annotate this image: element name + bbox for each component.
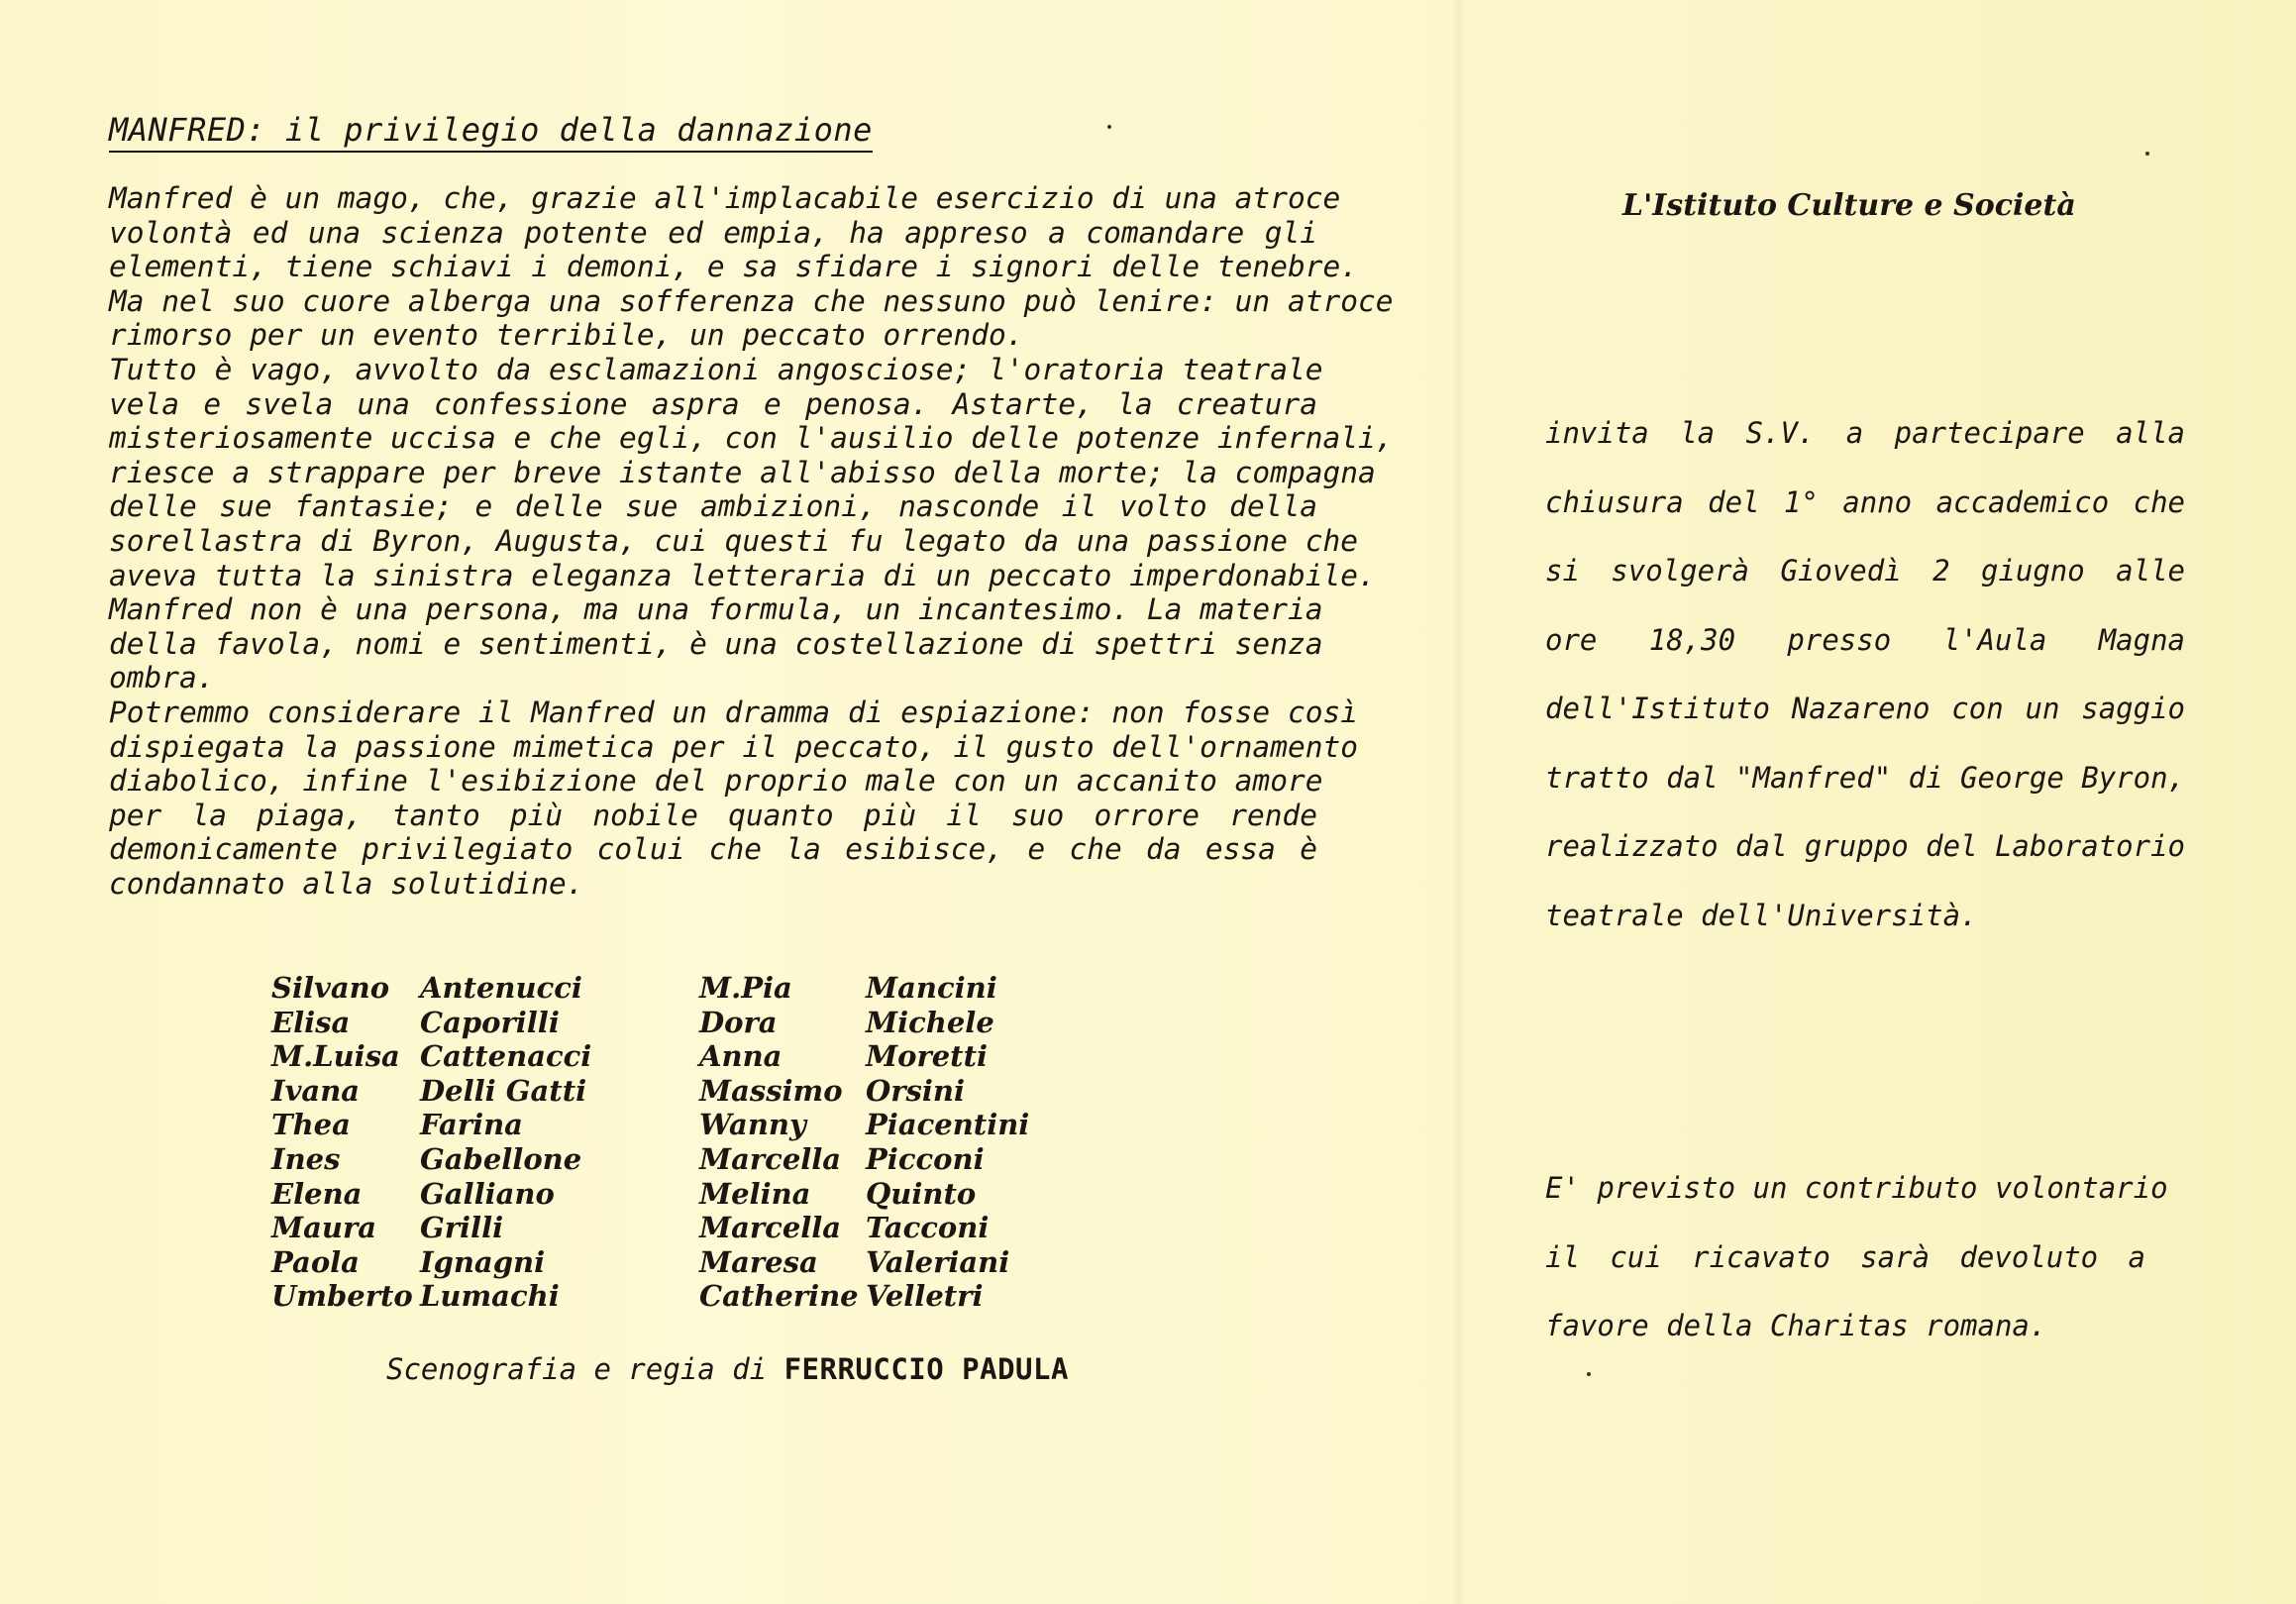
cast-first-name: Catherine — [699, 1279, 859, 1314]
description-line: ombra. — [109, 661, 215, 695]
cast-member — [271, 1211, 591, 1245]
cast-first-name: M.Luisa — [271, 1039, 400, 1074]
program-description — [109, 181, 1394, 901]
cast-last-name: Moretti — [866, 1039, 988, 1074]
description-line: riesce a strappare per breve istante all'abisso della morte; la compagna — [109, 455, 1376, 489]
description-line: Manfred è un mago, che, grazie all'implacabile esercizio di una atroce — [109, 181, 1341, 215]
organization-name: L'Istituto Culture e Società — [1622, 188, 2076, 223]
cast-first-name: Paola — [271, 1244, 360, 1279]
cast-member — [699, 1177, 1029, 1212]
paper-speck — [2145, 152, 2149, 156]
paper-speck — [1107, 125, 1111, 129]
cast-member — [271, 1006, 591, 1040]
cast-member — [271, 1279, 591, 1314]
cast-member — [699, 1142, 1029, 1177]
description-line: sorellastra di Byron, Augusta, cui questi fu legato da una passione che — [109, 523, 1358, 558]
invitation-line: invita la S.V. a partecipare alla — [1545, 416, 2185, 450]
cast-first-name: Ines — [271, 1141, 341, 1176]
cast-first-name: Marcella — [699, 1211, 842, 1245]
cast-first-name: Melina — [699, 1176, 811, 1211]
contribution-note — [1545, 1154, 2168, 1361]
cast-first-name: Marcella — [699, 1141, 842, 1176]
cast-last-name: Quinto — [866, 1176, 977, 1211]
description-line: volontà ed una scienza potente ed empia, ha appreso a comandare gli — [109, 215, 1317, 250]
credits-label: Scenografia e regia di — [386, 1352, 768, 1386]
cast-member — [699, 971, 1029, 1006]
cast-first-name: M.Pia — [699, 971, 792, 1005]
invitation-line: tratto dal "Manfred" di George Byron, — [1545, 760, 2186, 795]
description-line: elementi, tiene schiavi i demoni, e sa sfidare i signori delle tenebre. — [109, 250, 1358, 284]
invitation-line: si svolgerà Giovedì 2 giugno alle — [1545, 554, 2185, 588]
cast-member — [699, 1039, 1029, 1074]
cast-last-name: Lumachi — [420, 1279, 560, 1314]
cast-first-name: Dora — [699, 1005, 778, 1039]
cast-first-name: Wanny — [699, 1108, 806, 1142]
director-credit — [386, 1352, 1069, 1386]
cast-first-name: Anna — [699, 1039, 783, 1074]
cast-member — [699, 1006, 1029, 1040]
cast-last-name: Tacconi — [866, 1211, 990, 1245]
cast-member — [271, 1245, 591, 1280]
cast-last-name: Ignagni — [420, 1244, 546, 1279]
cast-last-name: Mancini — [866, 971, 997, 1005]
description-line: rimorso per un evento terribile, un peccato orrendo. — [109, 318, 1024, 353]
description-line: diabolico, infine l'esibizione del proprio male con un accanito amore — [109, 764, 1323, 799]
description-line: dispiegata la passione mimetica per il peccato, il gusto dell'ornamento — [109, 729, 1358, 764]
director-name: FERRUCCIO PADULA — [783, 1352, 1069, 1386]
note-line: favore della Charitas romana. — [1545, 1309, 2047, 1342]
cast-member — [699, 1074, 1029, 1109]
cast-first-name: Silvano — [271, 971, 390, 1005]
description-line: condannato alla solutidine. — [109, 866, 584, 901]
cast-first-name: Massimo — [699, 1073, 843, 1108]
cast-list-right — [699, 971, 1029, 1314]
cast-first-name: Umberto — [271, 1279, 413, 1314]
invitation-line: realizzato dal gruppo del Laboratorio — [1545, 829, 2186, 863]
cast-last-name: Piacentini — [866, 1108, 1030, 1142]
cast-last-name: Valeriani — [866, 1244, 1010, 1279]
note-line: E' previsto un contributo volontario — [1545, 1171, 2168, 1205]
cast-member — [271, 1074, 591, 1109]
description-line: aveva tutta la sinistra eleganza letteraria di un peccato imperdonabile. — [109, 558, 1376, 592]
cast-last-name: Picconi — [866, 1141, 985, 1176]
right-panel — [1466, 0, 2296, 1604]
description-line: delle sue fantasie; e delle sue ambizioni, nasconde il volto della — [109, 489, 1317, 524]
cast-last-name: Galliano — [420, 1176, 555, 1211]
paper-speck — [1587, 1372, 1591, 1376]
cast-last-name: Cattenacci — [420, 1039, 592, 1074]
cast-member — [699, 1245, 1029, 1280]
note-line: il cui ricavato sarà devoluto a — [1545, 1239, 2145, 1274]
cast-last-name: Antenucci — [420, 971, 582, 1005]
cast-first-name: Ivana — [271, 1073, 361, 1108]
description-line: Manfred non è una persona, ma una formula, un incantesimo. La materia — [109, 592, 1323, 627]
description-line: demonicamente privilegiato colui che la esibisce, e che da essa è — [109, 832, 1317, 867]
invitation-line: dell'Istituto Nazareno con un saggio — [1545, 692, 2185, 725]
description-line: vela e svela una confessione aspra e penosa. Astarte, la creatura — [109, 386, 1317, 421]
description-line: Ma nel suo cuore alberga una sofferenza che nessuno può lenire: un atroce — [109, 283, 1394, 318]
invitation-line: chiusura del 1° anno accademico che — [1545, 484, 2185, 519]
description-line: Potremmo considerare il Manfred un dramma di espiazione: non fosse così — [109, 695, 1358, 729]
invitation-text — [1545, 399, 2185, 950]
paper-fold — [1451, 0, 1465, 1604]
invitation-line: teatrale dell'Università. — [1545, 898, 1978, 932]
cast-list-left — [271, 971, 591, 1314]
description-line: della favola, nomi e sentimenti, è una costellazione di spettri senza — [109, 626, 1323, 661]
cast-first-name: Elisa — [271, 1005, 351, 1039]
cast-last-name: Grilli — [420, 1211, 504, 1245]
cast-member — [271, 1177, 591, 1212]
cast-last-name: Gabellone — [420, 1141, 582, 1176]
cast-last-name: Caporilli — [420, 1005, 560, 1039]
cast-first-name: Thea — [271, 1108, 351, 1142]
cast-member — [271, 971, 591, 1006]
cast-member — [271, 1039, 591, 1074]
cast-member — [271, 1142, 591, 1177]
cast-last-name: Farina — [420, 1108, 523, 1142]
description-line: per la piaga, tanto più nobile quanto più il suo orrore rende — [109, 798, 1317, 832]
cast-first-name: Elena — [271, 1176, 363, 1211]
cast-last-name: Delli Gatti — [420, 1073, 587, 1108]
cast-member — [271, 1108, 591, 1142]
cast-member — [699, 1108, 1029, 1142]
cast-first-name: Maresa — [699, 1244, 818, 1279]
cast-last-name: Velletri — [866, 1279, 984, 1314]
description-line: Tutto è vago, avvolto da esclamazioni angosciose; l'oratoria teatrale — [109, 352, 1323, 386]
cast-last-name: Michele — [866, 1005, 994, 1039]
cast-member — [699, 1279, 1029, 1314]
program-title: MANFRED: il privilegio della dannazione — [109, 111, 873, 153]
invitation-line: ore 18,30 presso l'Aula Magna — [1545, 622, 2185, 657]
cast-last-name: Orsini — [866, 1073, 965, 1108]
description-line: misteriosamente uccisa e che egli, con l'ausilio delle potenze infernali, — [109, 421, 1394, 456]
cast-member — [699, 1211, 1029, 1245]
cast-first-name: Maura — [271, 1211, 377, 1245]
